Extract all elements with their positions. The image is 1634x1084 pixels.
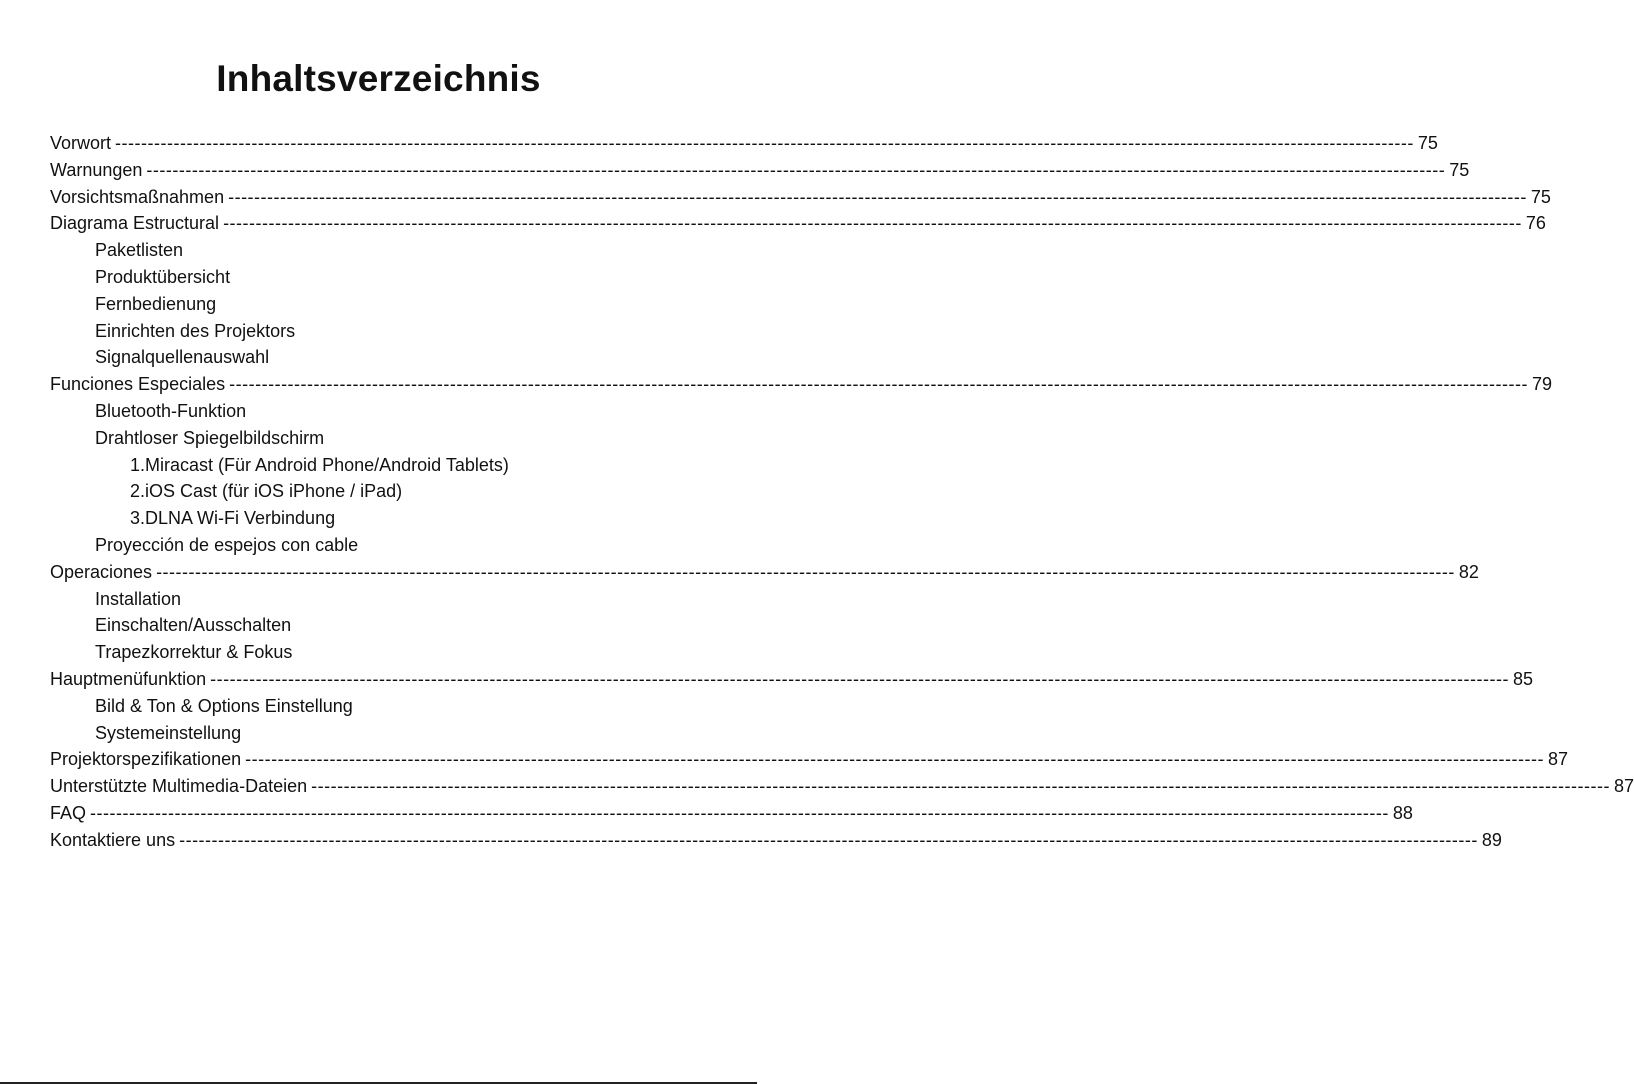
toc-entry-label: Paketlisten [95, 240, 184, 261]
toc-page-number: 75 [1417, 133, 1438, 153]
toc-entry-label: Fernbedienung [95, 293, 217, 314]
toc-entry[interactable] [50, 746, 1568, 773]
toc-entry-label: Hauptmenüfunktion [50, 668, 207, 689]
toc-entry-label: Kontaktiere uns [50, 829, 176, 850]
table-of-contents [50, 130, 1634, 854]
toc-entry-label: Bild & Ton & Options Einstellung [95, 695, 353, 716]
toc-subentry[interactable] [50, 639, 707, 666]
toc-entry-label: Unterstützte Multimedia-Dateien [50, 776, 308, 797]
toc-subentry[interactable] [50, 291, 707, 318]
toc-page-number: 89 [1481, 829, 1502, 850]
toc-entry-label: Operaciones [50, 561, 153, 582]
toc-entry-label: 1.Miracast (Für Android Phone/Android Tablets) [130, 454, 509, 475]
toc-page-number: 75 [1449, 159, 1470, 180]
dot-leader: -------------------------------------------------------------------------------------------------------------------------------------------------------------------------------------------------------- [156, 561, 1455, 582]
toc-page-number: 88 [1392, 802, 1413, 823]
dot-leader: -------------------------------------------------------------------------------------------------------------------------------------------------------------------------------------------------------- [90, 802, 1389, 823]
toc-entry[interactable] [50, 559, 1479, 586]
toc-entry[interactable] [50, 827, 1502, 854]
toc-entry-label: Einschalten/Ausschalten [95, 615, 292, 636]
toc-subentry[interactable] [50, 425, 707, 452]
toc-entry-label: Projektorspezifikationen [50, 749, 242, 770]
dot-leader: -------------------------------------------------------------------------------------------------------------------------------------------------------------------------------------------------------- [115, 133, 1414, 153]
toc-entry[interactable] [50, 773, 1634, 800]
page-title: Inhaltsverzeichnis [216, 58, 541, 99]
toc-entry-label: Proyección de espejos con cable [95, 534, 359, 555]
toc-entry-label: 2.iOS Cast (für iOS iPhone / iPad) [130, 481, 403, 502]
dot-leader: -------------------------------------------------------------------------------------------------------------------------------------------------------------------------------------------------------- [223, 213, 1522, 234]
toc-subentry[interactable] [50, 264, 707, 291]
toc-subentry[interactable] [50, 344, 707, 371]
toc-page-number: 85 [1512, 668, 1533, 689]
toc-entry-label: Signalquellenauswahl [95, 347, 270, 368]
toc-entry[interactable] [50, 157, 1470, 184]
toc-entry[interactable] [50, 184, 1551, 211]
toc-subentry[interactable] [50, 532, 707, 559]
toc-entry[interactable] [50, 371, 1552, 398]
dot-leader: -------------------------------------------------------------------------------------------------------------------------------------------------------------------------------------------------------- [228, 186, 1527, 207]
toc-page-number: 79 [1531, 374, 1552, 395]
toc-entry-label: Funciones Especiales [50, 374, 226, 395]
toc-entry-label: Vorsichtsmaßnahmen [50, 186, 225, 207]
toc-entry-label: 3.DLNA Wi-Fi Verbindung [130, 508, 336, 529]
toc-subentry[interactable] [50, 237, 707, 264]
toc-entry-label: Produktübersicht [95, 266, 231, 287]
toc-entry-label: FAQ [50, 802, 87, 823]
dot-leader: -------------------------------------------------------------------------------------------------------------------------------------------------------------------------------------------------------- [245, 749, 1544, 770]
dot-leader: -------------------------------------------------------------------------------------------------------------------------------------------------------------------------------------------------------- [179, 829, 1478, 850]
toc-page-number: 75 [1530, 186, 1551, 207]
dot-leader: -------------------------------------------------------------------------------------------------------------------------------------------------------------------------------------------------------- [311, 776, 1610, 797]
toc-entry[interactable] [50, 210, 1546, 237]
toc-page-number: 82 [1458, 561, 1479, 582]
toc-subentry[interactable] [50, 612, 707, 639]
toc-entry[interactable] [50, 130, 1438, 157]
toc-entry-label: Installation [95, 588, 182, 609]
toc-entry-label: Warnungen [50, 159, 143, 180]
toc-entry-label: Diagrama Estructural [50, 213, 220, 234]
toc-page-number: 76 [1525, 213, 1546, 234]
toc-subentry[interactable] [50, 452, 707, 479]
toc-subentry[interactable] [50, 586, 707, 613]
toc-entry[interactable] [50, 800, 1413, 827]
dot-leader: -------------------------------------------------------------------------------------------------------------------------------------------------------------------------------------------------------- [229, 374, 1528, 395]
dot-leader: -------------------------------------------------------------------------------------------------------------------------------------------------------------------------------------------------------- [210, 668, 1509, 689]
toc-entry[interactable] [50, 666, 1533, 693]
toc-subentry[interactable] [50, 478, 707, 505]
toc-entry-label: Bluetooth-Funktion [95, 400, 247, 421]
dot-leader: -------------------------------------------------------------------------------------------------------------------------------------------------------------------------------------------------------- [146, 159, 1446, 180]
toc-subentry[interactable] [50, 318, 707, 345]
toc-page-number: 87 [1547, 749, 1568, 770]
toc-subentry[interactable] [50, 693, 707, 720]
toc-subentry[interactable] [50, 398, 707, 425]
toc-entry-label: Drahtloser Spiegelbildschirm [95, 427, 325, 448]
toc-subentry[interactable] [50, 720, 707, 747]
toc-entry-label: Trapezkorrektur & Fokus [95, 642, 293, 663]
toc-entry-label: Vorwort [50, 133, 112, 153]
toc-entry-label: Systemeinstellung [95, 722, 242, 743]
toc-subentry[interactable] [50, 505, 707, 532]
toc-page-number: 87 [1613, 776, 1634, 797]
toc-entry-label: Einrichten des Projektors [95, 320, 296, 341]
